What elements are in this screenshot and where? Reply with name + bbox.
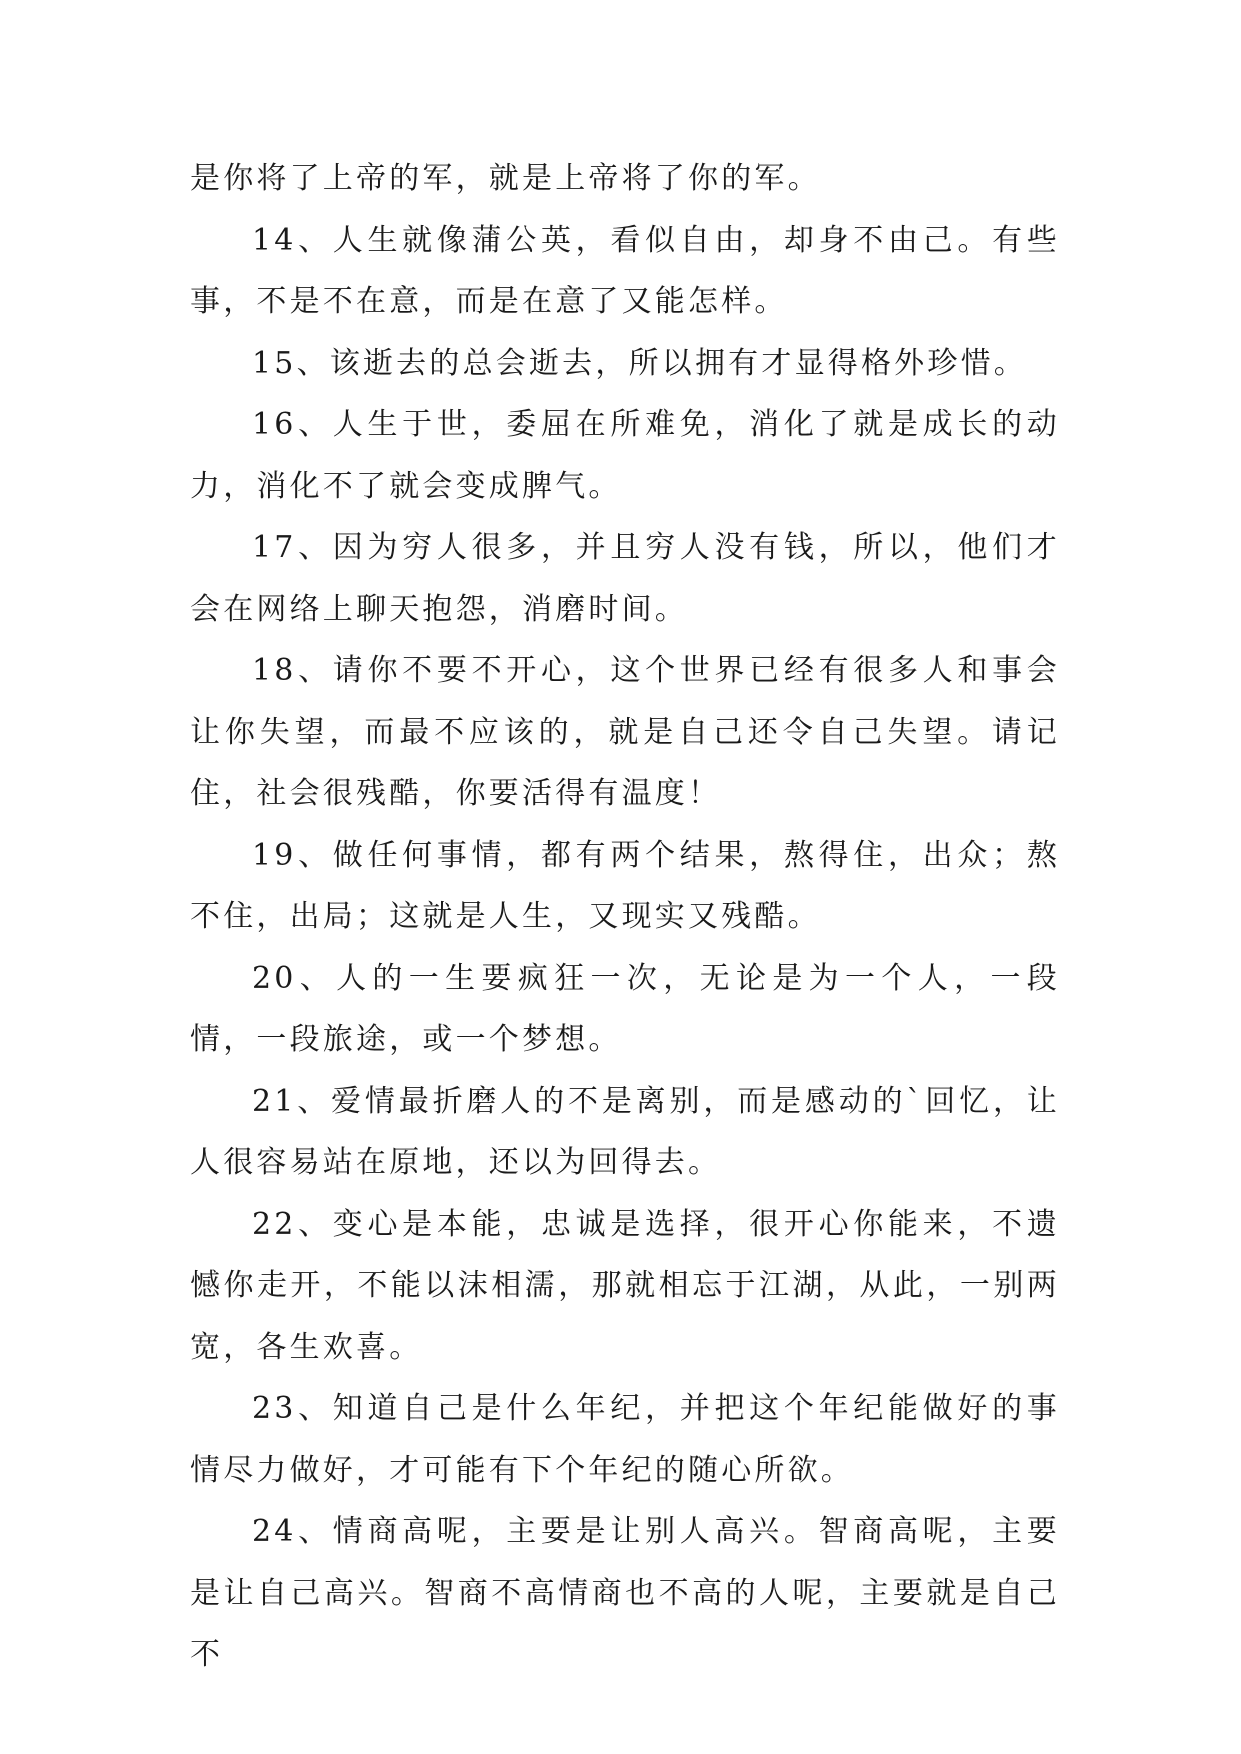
paragraph-16: 16、人生于世，委屈在所难免，消化了就是成长的动力，消化不了就会变成脾气。 bbox=[190, 407, 1060, 504]
document-body bbox=[190, 148, 1060, 1686]
paragraph-19: 19、做任何事情，都有两个结果，熬得住，出众；熬不住，出局；这就是人生，又现实又残酷。 bbox=[190, 837, 1060, 934]
paragraph-18: 18、请你不要不开心，这个世界已经有很多人和事会让你失望，而最不应该的，就是自己还令自己失望。请记住，社会很残酷，你要活得有温度！ bbox=[190, 653, 1060, 811]
paragraph-14: 14、人生就像蒲公英，看似自由，却身不由己。有些事，不是不在意，而是在意了又能怎样。 bbox=[190, 222, 1060, 319]
paragraph-20: 20、人的一生要疯狂一次，无论是为一个人，一段情，一段旅途，或一个梦想。 bbox=[190, 960, 1060, 1057]
paragraph-22: 22、变心是本能，忠诚是选择，很开心你能来，不遗憾你走开，不能以沫相濡，那就相忘于江湖，从此，一别两宽，各生欢喜。 bbox=[190, 1206, 1060, 1365]
paragraph-17: 17、因为穷人很多，并且穷人没有钱，所以，他们才会在网络上聊天抱怨，消磨时间。 bbox=[190, 530, 1060, 627]
paragraph-23: 23、知道自己是什么年纪，并把这个年纪能做好的事情尽力做好，才可能有下个年纪的随心所欲。 bbox=[190, 1391, 1060, 1488]
paragraph-15: 15、该逝去的总会逝去，所以拥有才显得格外珍惜。 bbox=[252, 345, 1027, 381]
paragraph-21: 21、爱情最折磨人的不是离别，而是感动的`回忆，让人很容易站在原地，还以为回得去。 bbox=[190, 1083, 1060, 1180]
paragraph-24: 24、情商高呢，主要是让别人高兴。智商高呢，主要是让自己高兴。智商不高情商也不高的人呢，主要就是自己不 bbox=[190, 1514, 1060, 1672]
paragraph-continuation: 是你将了上帝的军，就是上帝将了你的军。 bbox=[190, 161, 821, 196]
